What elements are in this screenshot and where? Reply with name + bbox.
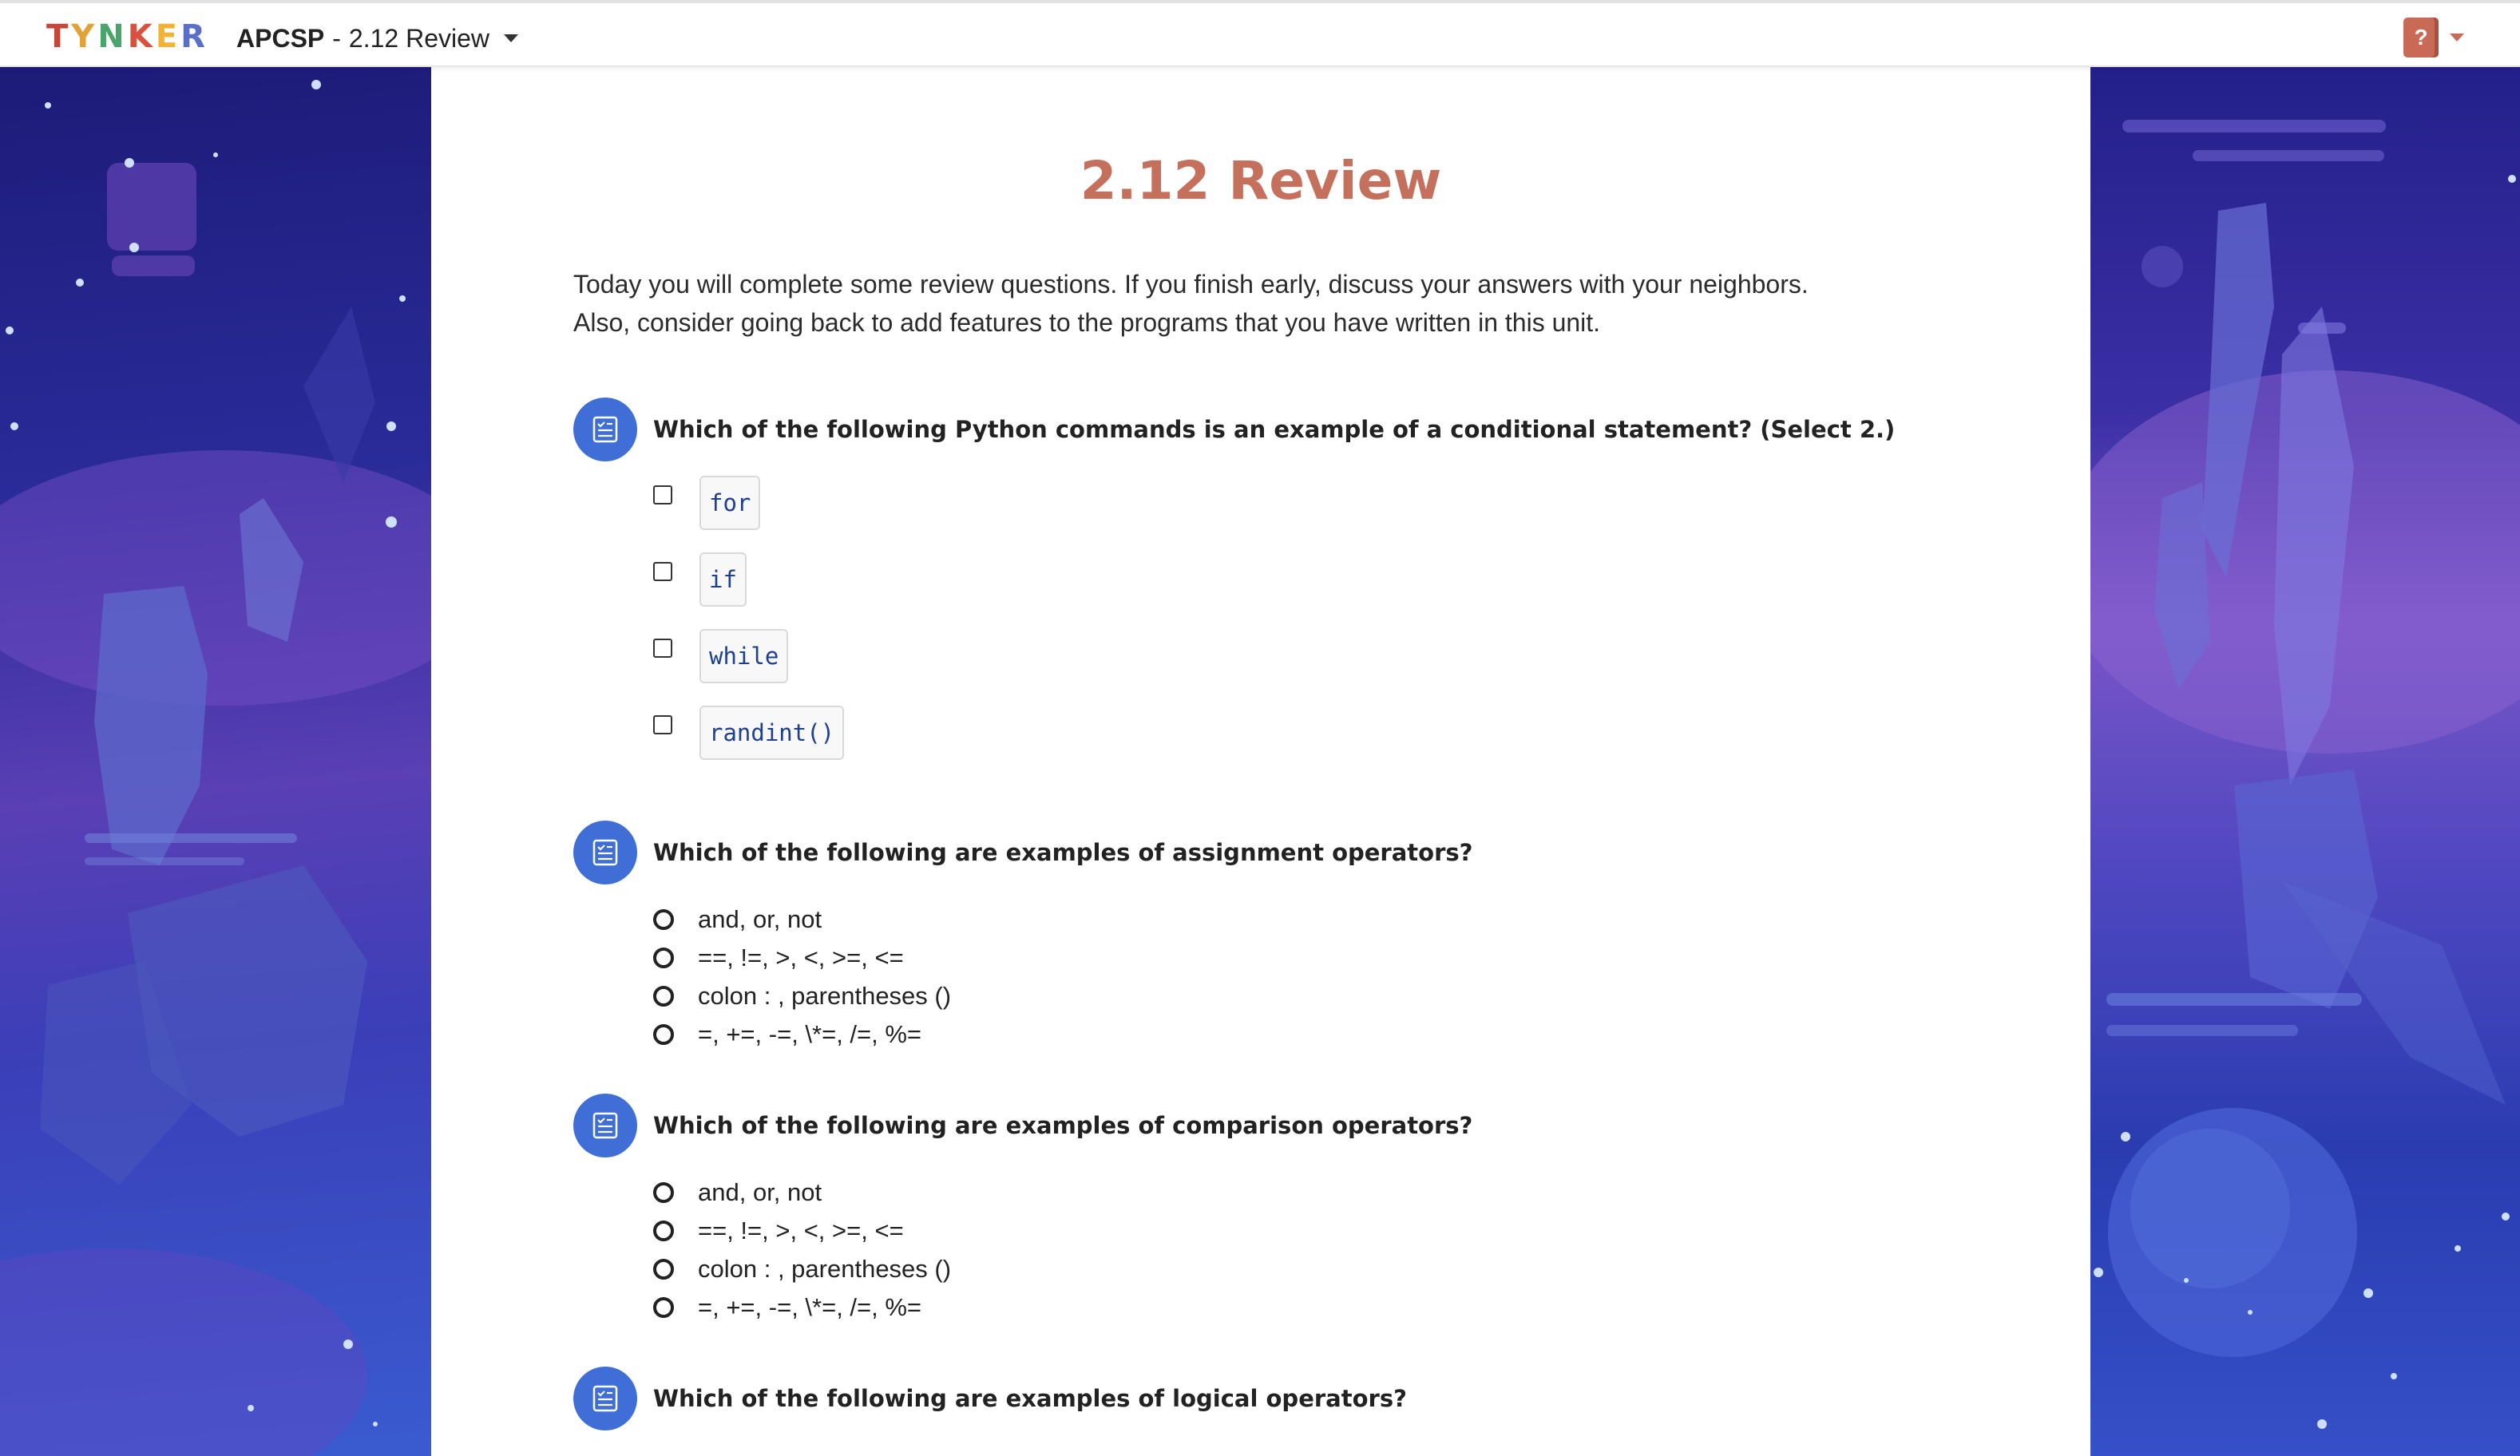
option-radio[interactable] xyxy=(653,909,674,930)
tynker-logo[interactable] xyxy=(46,13,208,61)
logo-letter-3: N xyxy=(97,18,128,55)
space-illustration-left xyxy=(0,67,431,1456)
logo-letter-6: R xyxy=(180,18,208,55)
option-row xyxy=(653,1288,1472,1327)
option-label[interactable]: ==, !=, >, <, >=, <= xyxy=(698,944,904,971)
option-checkbox[interactable] xyxy=(653,639,672,658)
quiz-list-icon xyxy=(573,1094,637,1157)
option-row xyxy=(653,629,1895,706)
option-code-label[interactable]: randint() xyxy=(699,706,844,760)
question-2 xyxy=(573,821,1472,1054)
quiz-list-icon xyxy=(573,1367,637,1430)
option-row xyxy=(653,939,1472,977)
option-row xyxy=(653,900,1472,939)
option-row xyxy=(653,1212,1472,1250)
option-checkbox[interactable] xyxy=(653,562,672,581)
option-row xyxy=(653,476,1895,552)
help-book-icon: ? xyxy=(2403,18,2439,57)
right-space-background xyxy=(2090,67,2520,1456)
lesson-dropdown[interactable] xyxy=(236,19,518,57)
option-label[interactable]: colon : , parentheses () xyxy=(698,982,952,1010)
option-radio[interactable] xyxy=(653,1182,674,1203)
logo-letter-4: K xyxy=(127,18,156,55)
question-text: Which of the following are examples of assignment operators? xyxy=(653,839,1473,866)
option-radio[interactable] xyxy=(653,1259,674,1280)
option-radio[interactable] xyxy=(653,1297,674,1318)
radio-options xyxy=(653,900,1472,1054)
lesson-content xyxy=(431,67,2090,1456)
logo-letter-1: T xyxy=(46,18,72,55)
top-header xyxy=(0,0,2520,67)
logo-letter-2: Y xyxy=(71,18,98,55)
option-code-label[interactable]: while xyxy=(699,629,788,683)
intro-line-1: Today you will complete some review questions. If you finish early, discuss your answers with your neighbors. xyxy=(573,270,1809,299)
option-radio[interactable] xyxy=(653,948,674,968)
option-label[interactable]: colon : , parentheses () xyxy=(698,1255,952,1283)
question-text: Which of the following are examples of comparison operators? xyxy=(653,1112,1473,1139)
question-1 xyxy=(573,398,1895,782)
quiz-list-icon xyxy=(573,398,637,461)
option-row xyxy=(653,1250,1472,1288)
option-label[interactable]: =, +=, -=, \*=, /=, %= xyxy=(698,1293,922,1321)
option-row xyxy=(653,552,1895,629)
question-text: Which of the following are examples of logical operators? xyxy=(653,1385,1407,1412)
option-checkbox[interactable] xyxy=(653,485,672,504)
option-label[interactable]: =, +=, -=, \*=, /=, %= xyxy=(698,1020,922,1048)
help-menu-button[interactable] xyxy=(2403,16,2464,59)
option-radio[interactable] xyxy=(653,1221,674,1241)
course-name: APCSP xyxy=(236,23,325,53)
option-radio[interactable] xyxy=(653,986,674,1007)
option-checkbox[interactable] xyxy=(653,715,672,734)
left-space-background xyxy=(0,67,431,1456)
radio-options xyxy=(653,1173,1472,1327)
option-row xyxy=(653,1015,1472,1054)
option-label[interactable]: ==, !=, >, <, >=, <= xyxy=(698,1217,904,1244)
option-row xyxy=(653,1173,1472,1212)
lesson-name: 2.12 Review xyxy=(348,23,489,53)
logo-letter-5: E xyxy=(155,18,181,55)
breadcrumb-separator: - xyxy=(332,23,341,53)
option-radio[interactable] xyxy=(653,1024,674,1045)
question-4 xyxy=(573,1367,1407,1430)
question-3 xyxy=(573,1094,1472,1327)
chevron-down-icon xyxy=(2450,34,2464,42)
option-code-label[interactable]: if xyxy=(699,552,747,607)
page-title: 2.12 Review xyxy=(1080,150,1442,212)
chevron-down-icon xyxy=(504,34,518,42)
quiz-list-icon xyxy=(573,821,637,884)
intro-paragraph xyxy=(573,265,1931,342)
option-row xyxy=(653,706,1895,782)
question-text: Which of the following Python commands is an example of a conditional statement? (Select 2.) xyxy=(653,416,1896,443)
option-label[interactable]: and, or, not xyxy=(698,905,822,933)
checkbox-options xyxy=(653,476,1895,782)
option-label[interactable]: and, or, not xyxy=(698,1178,822,1206)
option-row xyxy=(653,977,1472,1015)
option-code-label[interactable]: for xyxy=(699,476,760,530)
intro-line-2: Also, consider going back to add features to the programs that you have written in this unit. xyxy=(573,308,1601,337)
space-illustration-right xyxy=(2090,67,2520,1456)
